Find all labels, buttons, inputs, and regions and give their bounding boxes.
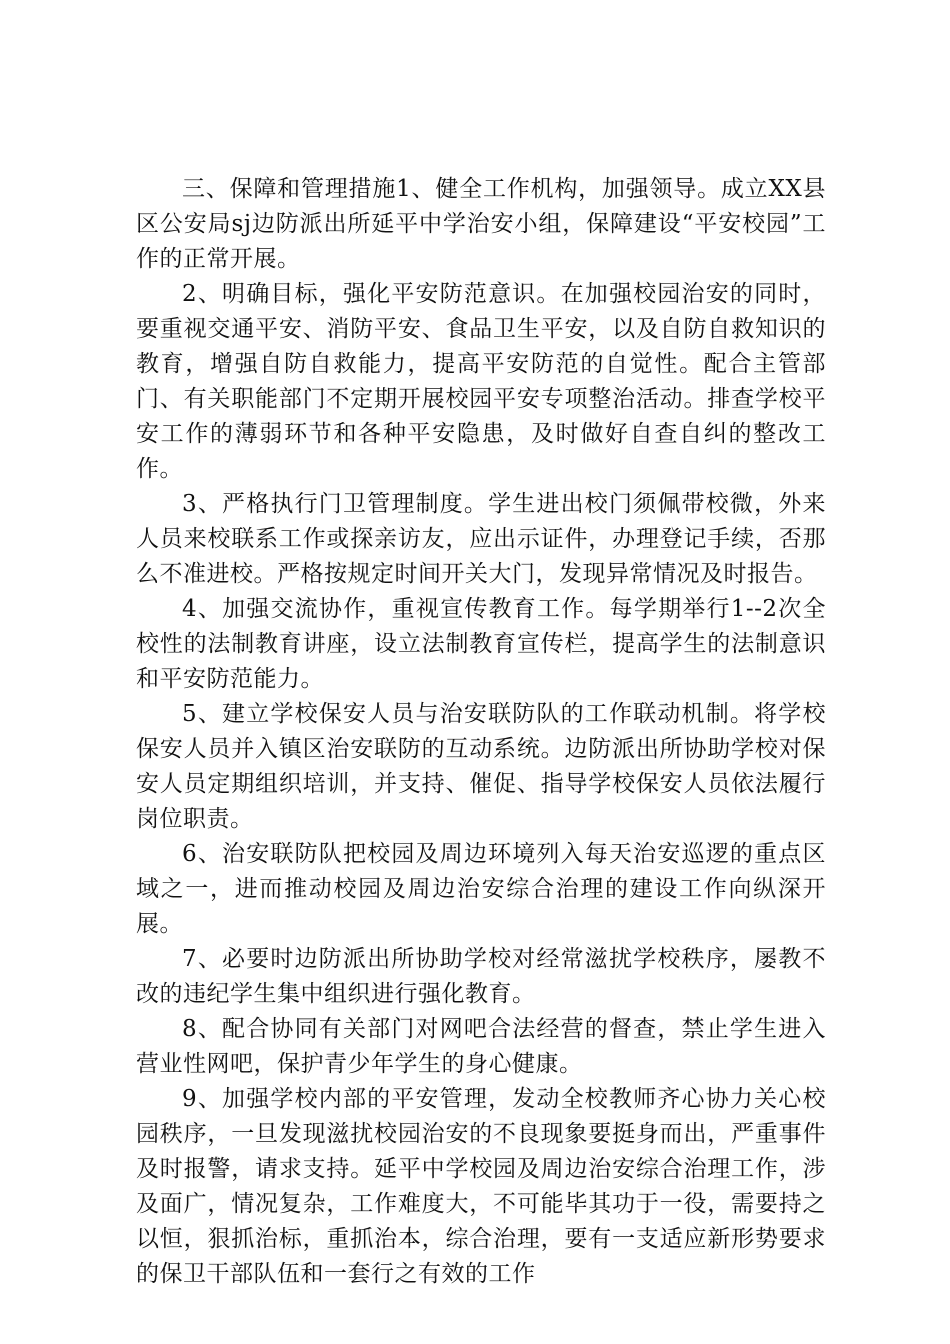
- paragraph-item-3: 3、严格执行门卫管理制度。学生进出校门须佩带校微，外来人员来校联系工作或探亲访友，应出示证件，办理登记手续，否那么不准进校。严格按规定时间开关大门，发现异常情况及时报告。: [136, 491, 826, 587]
- paragraph-item-7: 7、必要时边防派出所协助学校对经常滋扰学校秩序，屡教不改的违纪学生集中组织进行强化教育。: [136, 946, 826, 1007]
- paragraph-item-2: 2、明确目标，强化平安防范意识。在加强校园治安的同时，要重视交通平安、消防平安、食品卫生平安，以及自防自救知识的教育，增强自防自救能力，提高平安防范的自觉性。配合主管部门、有关职能部门不定期开展校园平安专项整治活动。排查学校平安工作的薄弱环节和各种平安隐患，及时做好自查自纠的整改工作。: [136, 281, 826, 482]
- paragraph-item-4: 4、加强交流协作，重视宣传教育工作。每学期举行1--2次全校性的法制教育讲座，设立法制教育宣传栏，提高学生的法制意识和平安防范能力。: [136, 596, 826, 692]
- paragraph-item-8: 8、配合协同有关部门对网吧合法经营的督查，禁止学生进入营业性网吧，保护青少年学生的身心健康。: [136, 1016, 826, 1077]
- paragraph-section-three-item-1: 三、保障和管理措施1、健全工作机构，加强领导。成立XX县区公安局sj边防派出所延平中学治安小组，保障建设“平安校园”工作的正常开展。: [136, 176, 826, 272]
- paragraph-item-9: 9、加强学校内部的平安管理，发动全校教师齐心协力关心校园秩序，一旦发现滋扰校园治安的不良现象要挺身而出，严重事件及时报警，请求支持。延平中学校园及周边治安综合治理工作，涉及面广，情况复杂，工作难度大，不可能毕其功于一役，需要持之以恒，狠抓治标，重抓治本，综合治理，要有一支适应新形势要求的保卫干部队伍和一套行之有效的工作: [136, 1086, 826, 1287]
- paragraph-item-6: 6、治安联防队把校园及周边环境列入每天治安巡逻的重点区域之一，进而推动校园及周边治安综合治理的建设工作向纵深开展。: [136, 841, 826, 937]
- document-body: [136, 172, 826, 1292]
- paragraph-item-5: 5、建立学校保安人员与治安联防队的工作联动机制。将学校保安人员并入镇区治安联防的互动系统。边防派出所协助学校对保安人员定期组织培训，并支持、催促、指导学校保安人员依法履行岗位职责。: [136, 701, 826, 832]
